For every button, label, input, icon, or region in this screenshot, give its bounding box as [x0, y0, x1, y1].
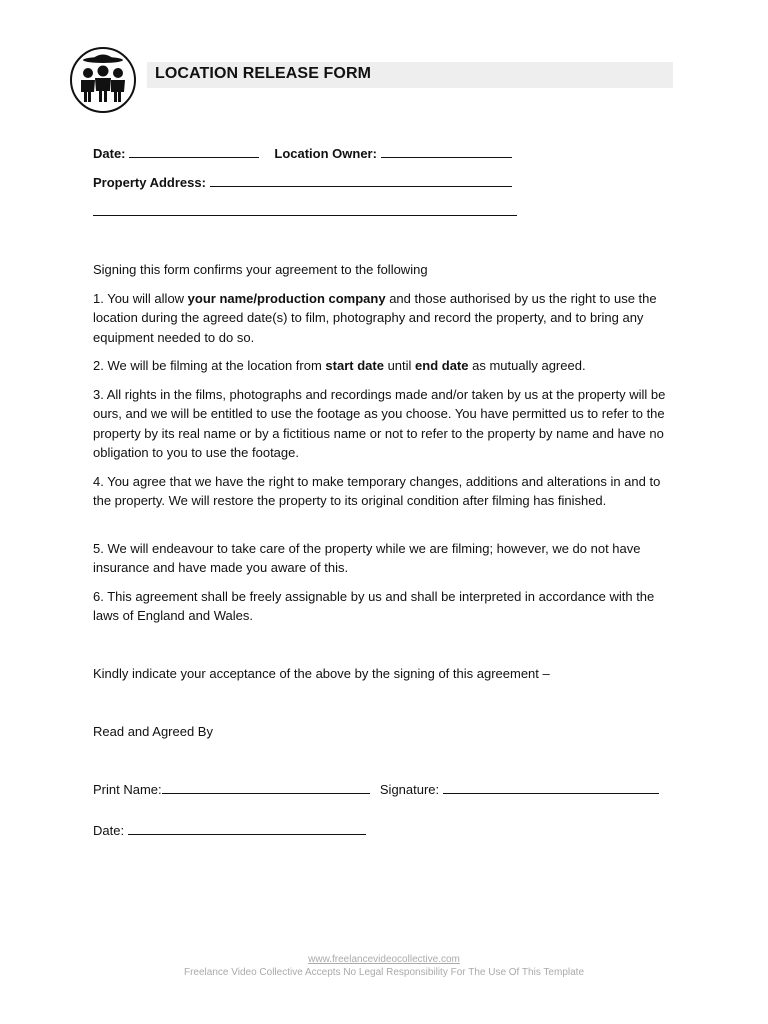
clause-2-bold-end: end date — [415, 358, 469, 373]
clause-1 — [93, 289, 678, 347]
date-field[interactable] — [129, 145, 259, 158]
clause-3: 3. All rights in the films, photographs and recordings made and/or taken by us at the property will be ours, and we will be entitled to use the footage as you choose. You have permitted us to refer to the property by its real name or by a fictitious name or not to refer to the property by name and have no obligation to you to use the footage. — [93, 387, 666, 461]
clause-1-bold: your name/production company — [187, 291, 386, 306]
read-agreed-text: Read and Agreed By — [93, 724, 213, 739]
property-address-label: Property Address: — [93, 175, 206, 190]
acceptance-text: Kindly indicate your acceptance of the above by the signing of this agreement – — [93, 666, 550, 681]
clause-1-pre: 1. You will allow — [93, 291, 188, 306]
signature-label: Signature: — [379, 782, 440, 797]
clause-2 — [93, 356, 678, 375]
property-address-row — [93, 174, 512, 190]
clause-1-post: and those authorised by us the right to use the location during the agreed date(s) to film, photography and record the property, and to bring any equipment needed to do so. — [93, 291, 657, 345]
date-owner-row — [93, 145, 512, 161]
clause-2-bold-start: start date — [325, 358, 384, 373]
date2-label: Date: — [93, 823, 125, 838]
property-address-field-2[interactable] — [93, 203, 517, 216]
signature-field[interactable] — [443, 781, 659, 794]
title-bar — [147, 62, 673, 88]
location-owner-field[interactable] — [381, 145, 512, 158]
date2-field[interactable] — [128, 822, 366, 835]
print-signature-row — [93, 781, 659, 797]
clause-6: 6. This agreement shall be freely assignable by us and shall be interpreted in accordance with the laws of England and Wales. — [93, 589, 655, 624]
print-name-label: Print Name: — [93, 782, 162, 797]
clause-4: 4. You agree that we have the right to make temporary changes, additions and alterations in and to the property. We will restore the property to its original condition after filming has finished. — [93, 474, 661, 509]
property-address-field[interactable] — [210, 174, 512, 187]
date2-row — [93, 822, 366, 838]
print-name-field[interactable] — [162, 781, 370, 794]
footer-disclaimer: Freelance Video Collective Accepts No Legal Responsibility For The Use Of This Template — [183, 967, 584, 978]
clause-5: 5. We will endeavour to take care of the property while we are filming; however, we do not have insurance and have made you aware of this. — [93, 541, 641, 576]
intro-text: Signing this form confirms your agreement to the following — [93, 262, 428, 277]
footer-url[interactable]: www.freelancevideocollective.com — [308, 954, 460, 965]
date-label: Date: — [93, 146, 126, 161]
logo — [68, 47, 138, 113]
clause-2-pre: 2. We will be filming at the location from — [93, 358, 326, 373]
property-address-line2-row — [93, 203, 517, 219]
location-owner-label: Location Owner: — [274, 146, 377, 161]
page-title: LOCATION RELEASE FORM — [155, 65, 372, 82]
clause-2-post: as mutually agreed. — [468, 358, 586, 373]
clause-2-mid: until — [383, 358, 416, 373]
three-people-icon — [68, 47, 138, 113]
